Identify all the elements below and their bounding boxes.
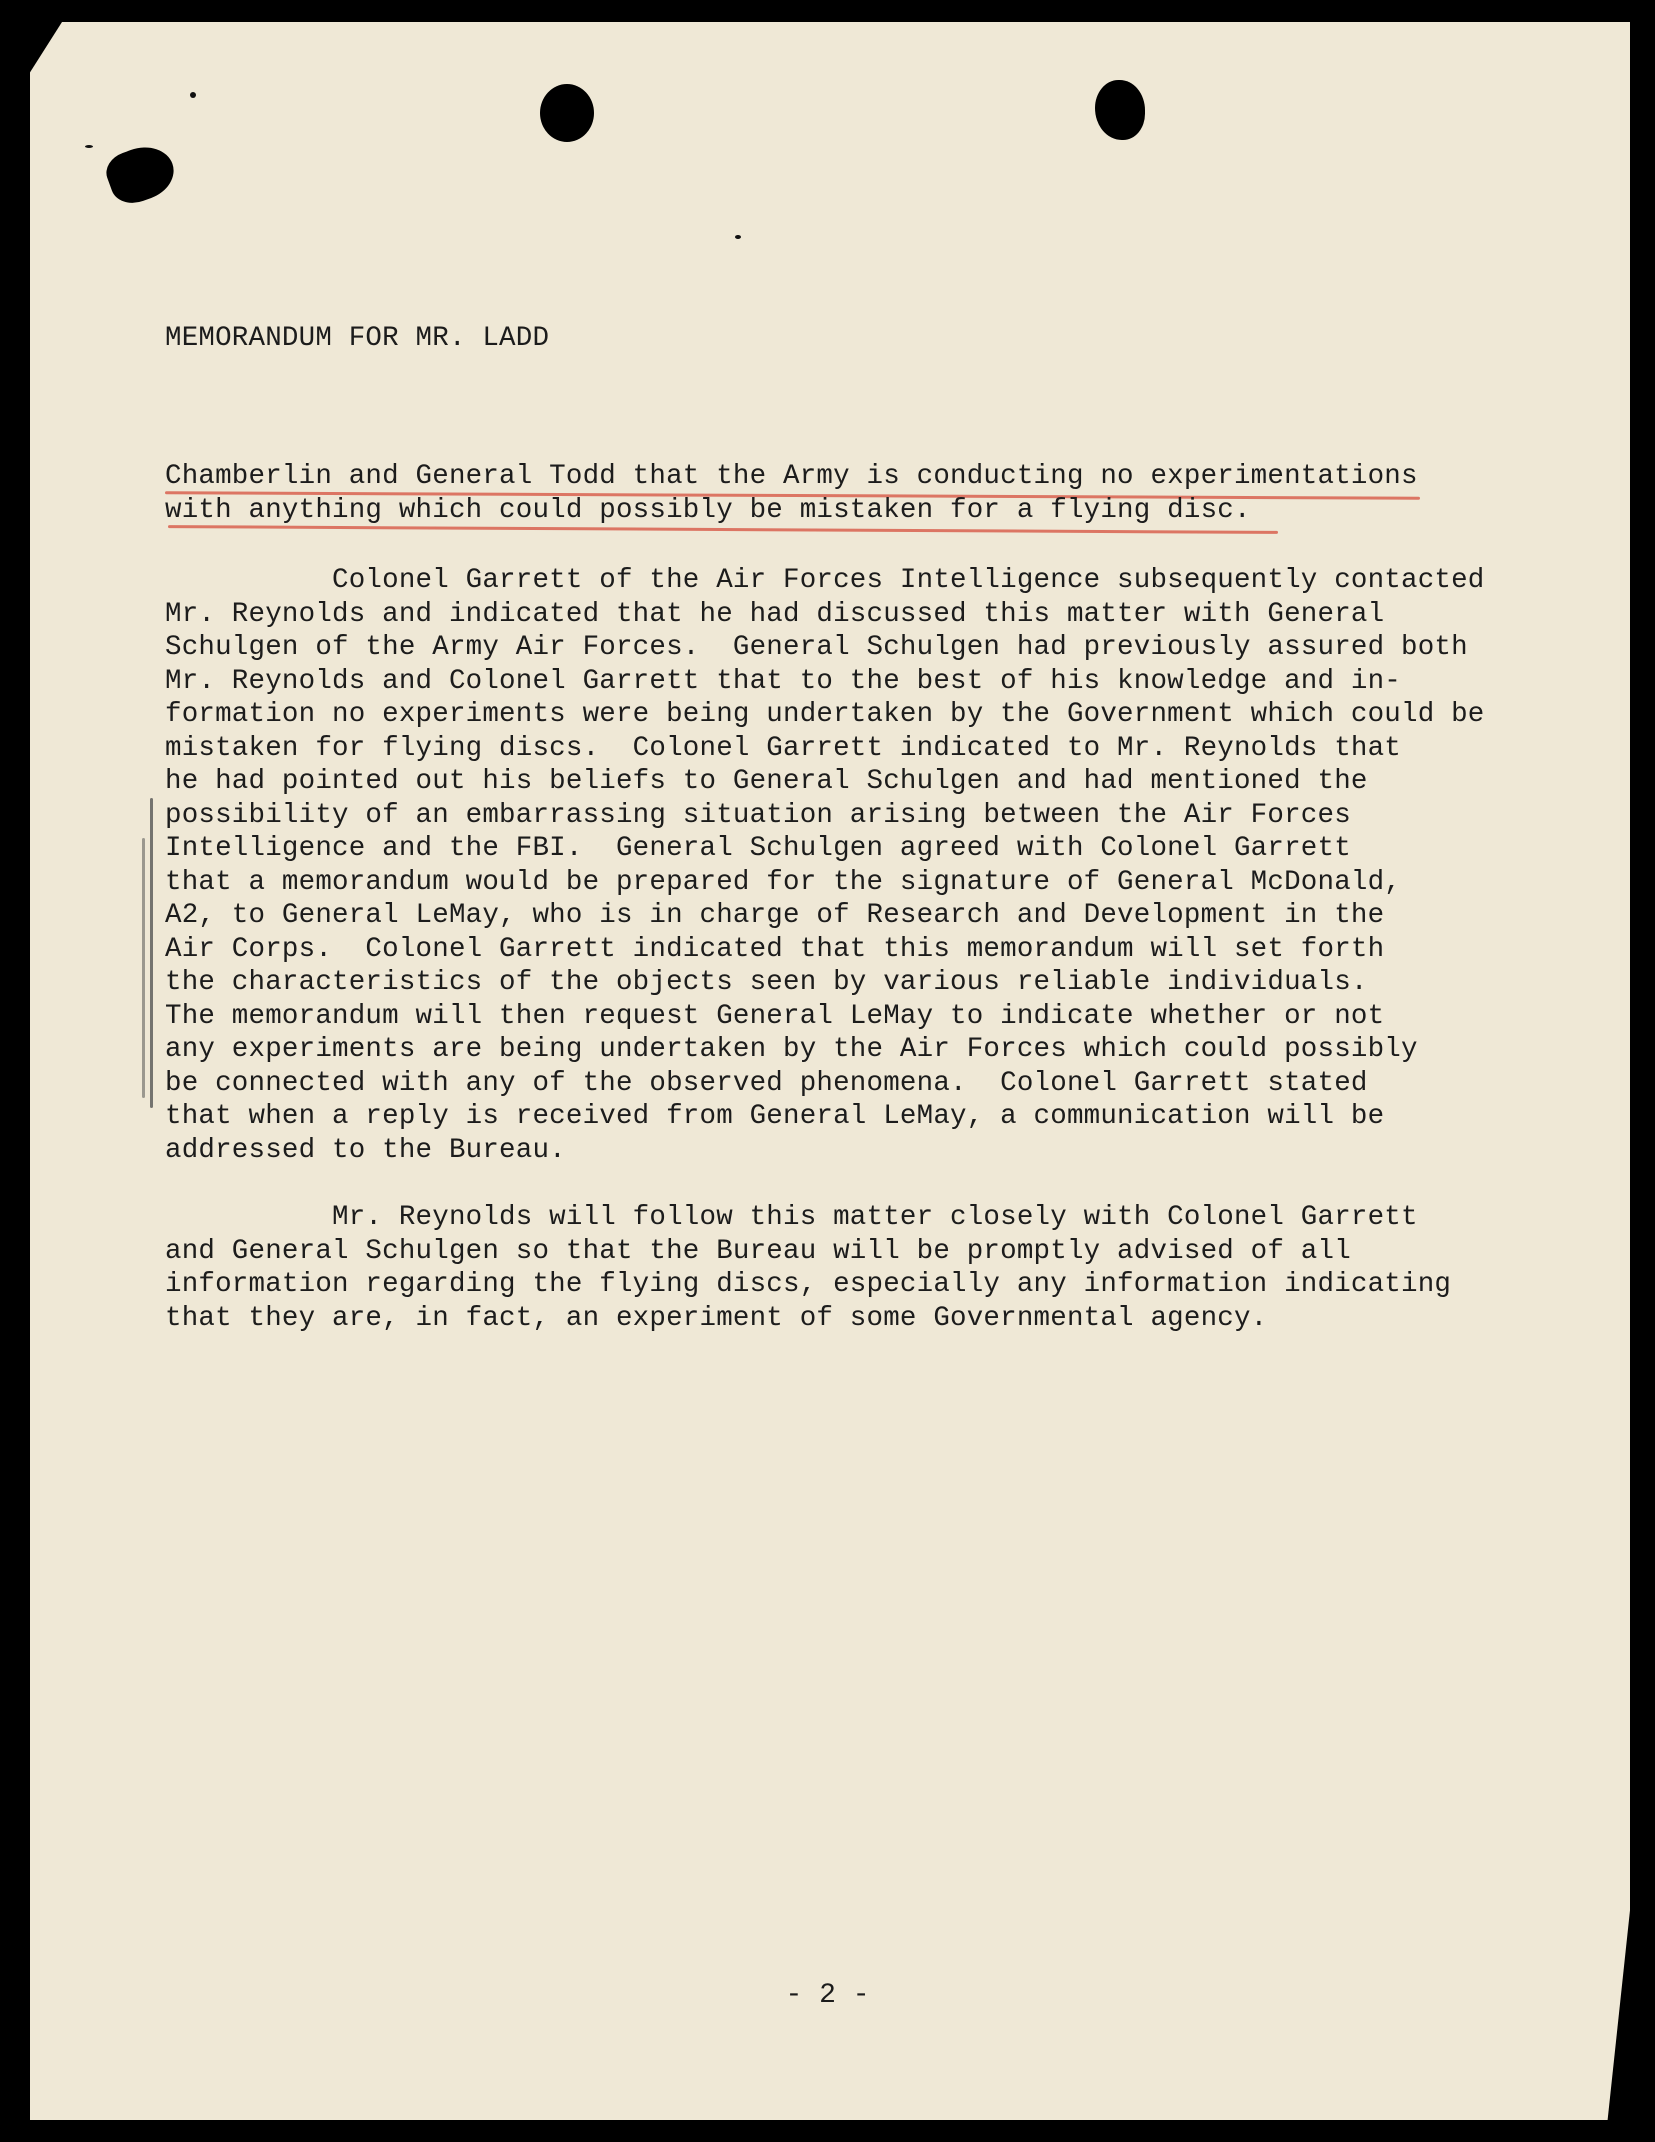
memo-heading: MEMORANDUM FOR MR. LADD xyxy=(165,323,550,354)
punch-hole-left xyxy=(540,84,594,142)
margin-bracket xyxy=(142,838,145,1098)
paragraph-3: Mr. Reynolds will follow this matter closely with Colonel Garrett and General Schulgen so that the Bureau will be promptly advised of all information regarding the flying discs, especially any information indicating that they are, in fact, an experiment of some Governmental agency. xyxy=(165,1202,1452,1334)
paragraph-1: Chamberlin and General Todd that the Army is conducting no experimentations with anything which could possibly be mistaken for a flying disc. xyxy=(165,461,1418,526)
paragraph-2: Colonel Garrett of the Air Forces Intelligence subsequently contacted Mr. Reynolds and indicated that he had discussed this matter with General Schulgen of the Army Air Forces. General Schulgen had previously assured both Mr. Reynolds and Colonel Garrett that to the best of his knowledge and in- formation no experiments were being undertaken by the Government which could be mistaken for flying discs. Colonel Garrett indicated to Mr. Reynolds that he had pointed out his beliefs to General Schulgen and had mentioned the possibility of an embarrassing situation arising between the Air Forces Intelligence and the FBI. General Schulgen agreed with Colonel Garrett that a memorandum would be prepared for the signature of General McDonald, A2, to General LeMay, who is in charge of Research and Development in the Air Corps. Colonel Garrett indicated that this memorandum will set forth the characteristics of the objects seen by various reliable individuals. The memorandum will then request General LeMay to indicate whether or not any experiments are being undertaken by the Air Forces which could possibly be connected with any of the observed phenomena. Colonel Garrett stated that when a reply is received from General LeMay, a communication will be addressed to the Bureau. xyxy=(165,565,1485,1166)
speck xyxy=(735,235,741,239)
speck xyxy=(190,92,196,98)
punch-hole-right xyxy=(1095,80,1145,140)
page-number: - 2 - xyxy=(785,1980,870,2011)
margin-bracket xyxy=(150,798,153,1108)
speck xyxy=(85,145,93,148)
